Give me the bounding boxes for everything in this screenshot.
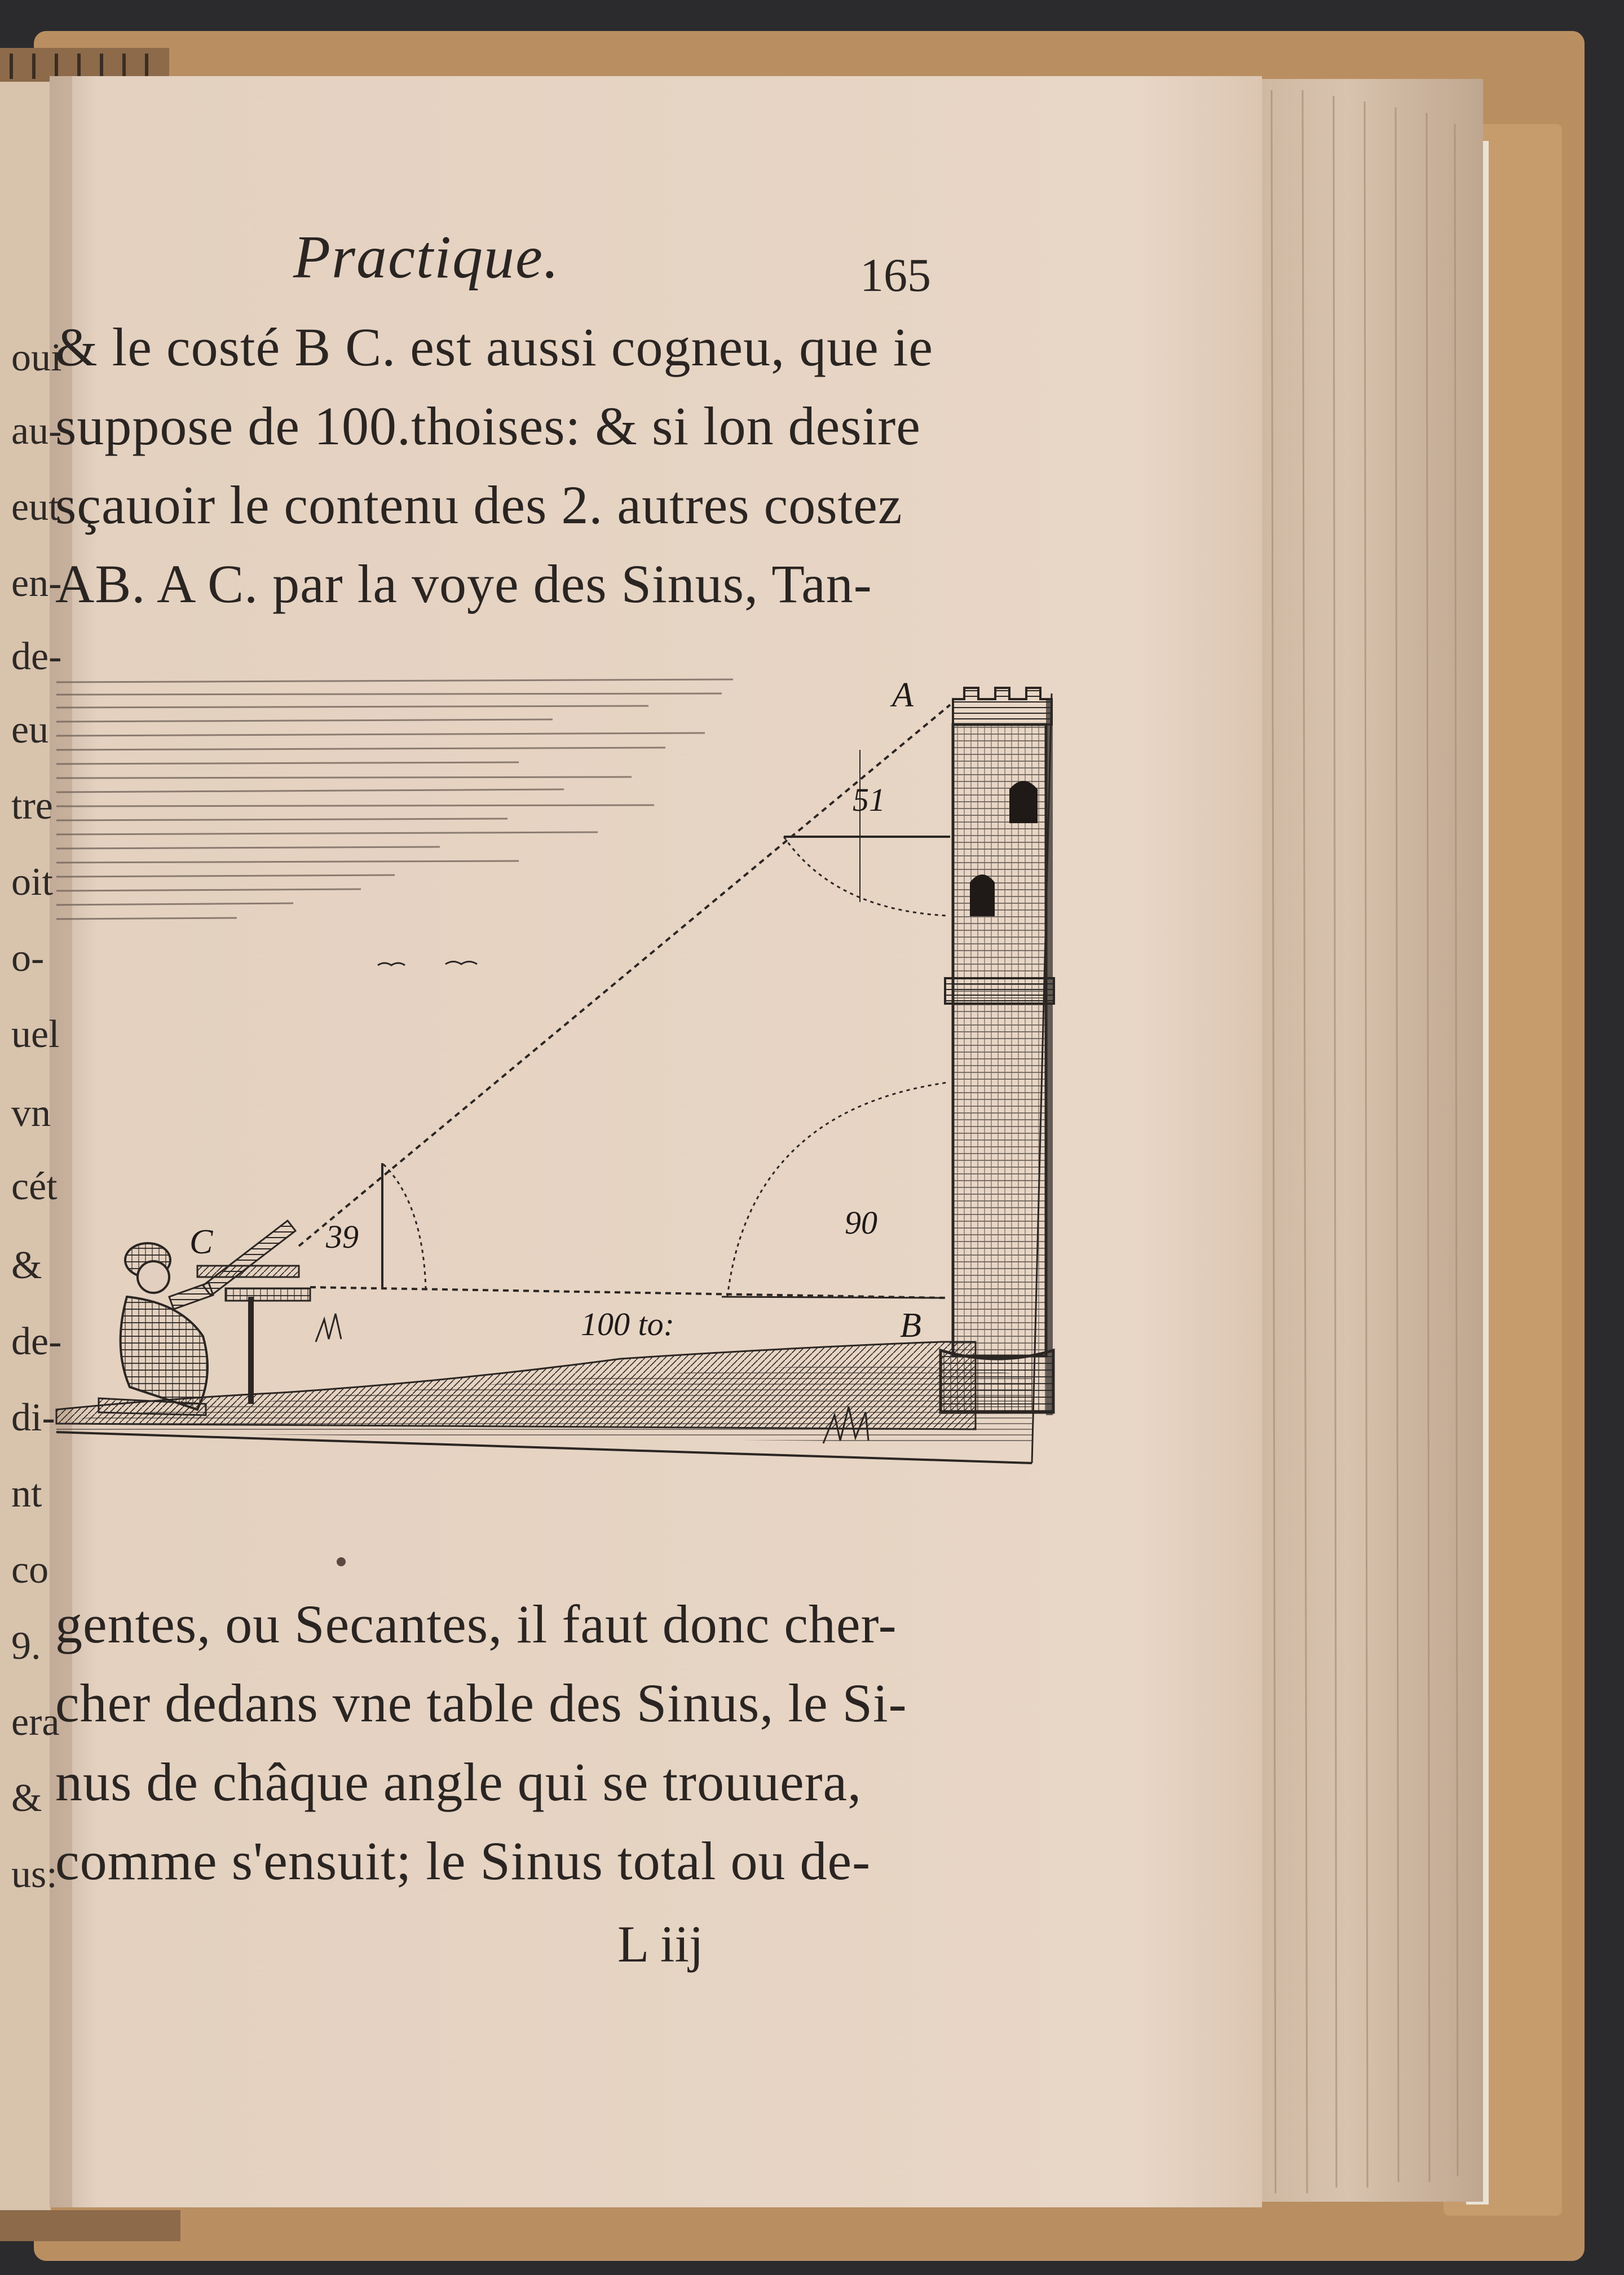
text-line: cher dedans vne table des Sinus, le Si-	[55, 1673, 907, 1733]
angle-label-90: 90	[845, 1204, 877, 1241]
facing-fragment: 9.	[11, 1624, 41, 1668]
distance-label: 100 to:	[581, 1306, 674, 1342]
tower-window	[1009, 781, 1038, 823]
text-line: comme s'ensuit; le Sinus total ou de-	[55, 1831, 871, 1891]
point-label-b: B	[900, 1306, 921, 1345]
facing-fragment: oui	[11, 336, 62, 379]
facing-fragment: uel	[11, 1013, 60, 1056]
point-label-c: C	[189, 1223, 213, 1261]
angle-label-51: 51	[853, 781, 885, 818]
text-line: AB. A C. par la voye des Sinus, Tan-	[55, 554, 872, 614]
page-number: 165	[860, 249, 931, 302]
facing-fragment: di-	[11, 1396, 55, 1439]
facing-fragment: nt	[11, 1472, 42, 1516]
facing-fragment: &	[11, 1777, 42, 1820]
facing-fragment: vn	[11, 1092, 51, 1135]
facing-fragment: en-	[11, 562, 62, 605]
facing-fragment: au-	[11, 409, 62, 453]
text-line: & le costé B C. est aussi cogneu, que ie	[55, 317, 934, 377]
tower	[941, 688, 1054, 1415]
facing-fragment: &	[11, 1244, 42, 1287]
facing-fragment: cét	[11, 1165, 58, 1208]
tower-window	[970, 874, 995, 916]
facing-fragment: de-	[11, 1320, 62, 1363]
facing-fragment: o-	[11, 936, 45, 980]
text-line: sçauoir le contenu des 2. autres costez	[55, 475, 903, 535]
ink-spot	[337, 1557, 346, 1566]
running-header: Practique.	[293, 224, 560, 291]
facing-fragment: eu	[11, 708, 49, 752]
facing-fragment: tre	[11, 784, 53, 828]
text-line: nus de châque angle qui se trouuera,	[55, 1752, 862, 1812]
angle-label-39: 39	[326, 1218, 359, 1255]
point-label-a: A	[892, 676, 914, 714]
text-line: suppose de 100.thoises: & si lon desire	[55, 396, 921, 456]
facing-fragment: co	[11, 1548, 49, 1592]
left-page	[0, 54, 51, 2236]
tailband	[0, 2210, 180, 2241]
facing-fragment: era	[11, 1700, 60, 1744]
facing-fragment: oit	[11, 860, 53, 904]
facing-fragment: eut	[11, 485, 60, 529]
signature-mark: L iij	[617, 1915, 704, 1973]
facing-fragment: us:	[11, 1853, 58, 1896]
text-line: gentes, ou Secantes, il faut donc cher-	[55, 1594, 897, 1654]
base-line-solid	[722, 1297, 945, 1298]
facing-fragment: de-	[11, 635, 62, 678]
